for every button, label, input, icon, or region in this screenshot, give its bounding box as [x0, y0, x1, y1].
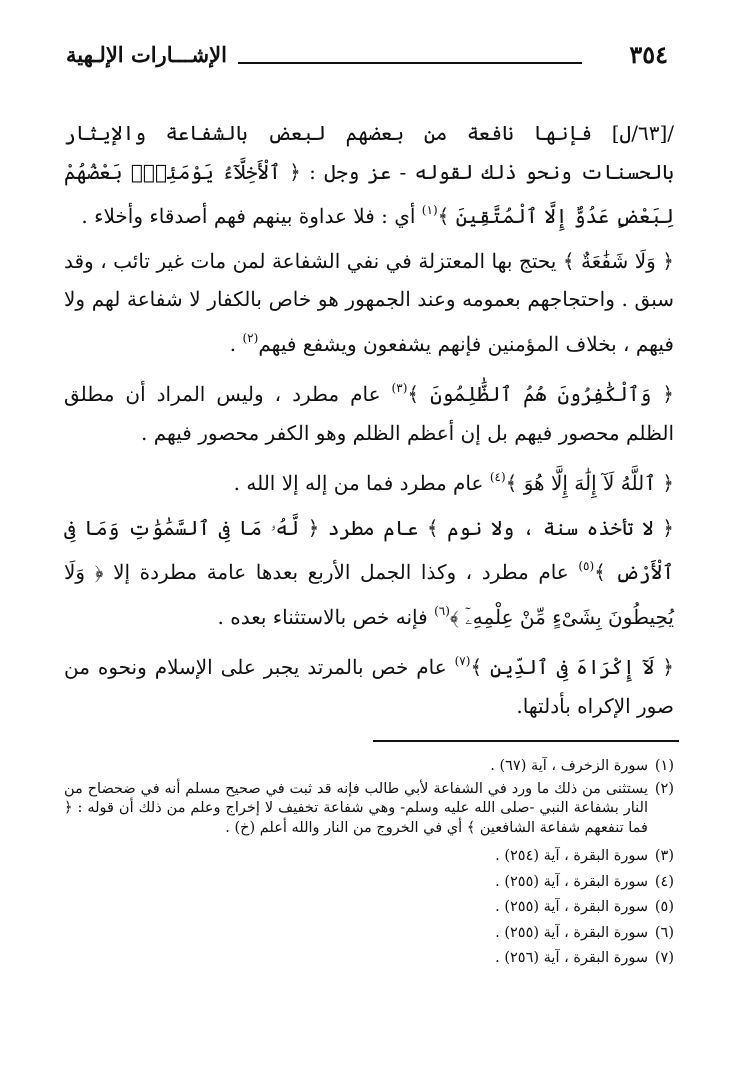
header-rule	[238, 62, 582, 64]
footnote-number: (٥)	[654, 899, 674, 915]
footnote-ref-4[interactable]: (٤)	[489, 470, 506, 484]
footnote-ref-3[interactable]: (٣)	[391, 381, 408, 395]
text-line: ويشفع فيهم	[258, 331, 357, 356]
footnote-5	[64, 895, 674, 921]
footnote-number: (٣)	[654, 848, 674, 864]
footnote-number: (٦)	[654, 924, 674, 941]
quran-quote: إِلَّا ٱلْمُتَّقِينَ ﴾	[437, 204, 568, 228]
quran-quote: ﴿ ٱللَّهُ لَآ إِلَٰهَ إِلَّا هُوَ ﴾	[505, 471, 674, 495]
footnote-number: (٧)	[654, 950, 674, 966]
footnote-ref-2[interactable]: (٢)	[242, 330, 259, 345]
text-line: ونحوه من صور الإكراه بأدلتها.	[64, 655, 674, 718]
footnote-7	[64, 946, 674, 972]
footnote-ref-6[interactable]: (٦)	[434, 603, 450, 618]
quran-quote: ﴿ لَآ إِكْرَاهَ فِى ٱلدِّينِ ﴾	[470, 655, 674, 679]
quran-quote: ٱلْأَرْضِ ﴾	[594, 560, 675, 584]
footnote-text: سورة البقرة ، آية (٢٥٥) .	[495, 899, 648, 915]
footnotes	[64, 754, 674, 972]
paragraph-5	[64, 509, 674, 637]
paragraph-6	[64, 642, 674, 725]
text-line: عام مطرد ، وكذا الجمل الأربع بعدها عامة مطردة إلا	[113, 560, 579, 584]
footnote-text: سورة البقرة ، آية (٢٥٥) .	[495, 873, 648, 890]
text-line: .	[229, 331, 243, 356]
text-line: /[٦٣/ل] فإنها نافعة من بعضهم لبعض بالشفاعة والإيثار بالحسنات	[64, 121, 674, 184]
footnote-1	[64, 754, 674, 780]
paragraph-4	[64, 458, 674, 503]
footnote-text: سورة البقرة ، آية (٢٥٥) .	[495, 924, 648, 941]
text-line: عام مطرد ، وليس المراد أن مطلق	[64, 382, 392, 406]
page-number: ٣٥٤	[629, 40, 668, 69]
text-line: تائب ، وقد سبق . واحتجاجهم بعمومه وعند الجمهور هو خاص	[64, 248, 674, 311]
footnote-3	[64, 844, 674, 870]
footnote-ref-1[interactable]: (١)	[421, 203, 438, 217]
text-line: عام مطرد فما من إله إلا الله .	[233, 471, 490, 495]
text-line: ﴿ لا تأخذه سنة ، ولا نوم ﴾ عام مطرد ﴿ لَّهُۥ مَا فِى ٱلسَّمَٰوَٰتِ وَمَا فِى	[64, 515, 674, 540]
paragraph-2	[64, 242, 674, 364]
footnote-number: (٤)	[654, 873, 674, 890]
quran-quote: ﴿ وَٱلْكَٰفِرُونَ هُمُ ٱلظَّٰلِمُونَ ﴾	[407, 382, 675, 406]
footnote-2	[64, 780, 674, 839]
main-text	[64, 114, 674, 725]
paragraph-3	[64, 369, 674, 452]
text-line: الظلم محصور فيهم بل إن أعظم الظلم وهو الكفر محصور فيهم .	[141, 420, 674, 445]
text-line: بالكفار لا شفاعة لهم ولا فيهم ، بخلاف المؤمنين فإنهم يشفعون	[64, 287, 674, 356]
footnote-number: (١)	[654, 758, 674, 774]
footnote-text: سورة البقرة ، آية (٢٥٦) .	[495, 950, 648, 966]
footnote-text: سورة الزخرف ، آية (٦٧) .	[490, 758, 648, 774]
text-line: ونحو ذلك لقوله - عز وجل : ﴿ ٱلْأَخِلَّآءُ يَوْمَئِذٍۭ بَعْضُهُمْ لِبَعْضٍ عَدُوٌّ	[64, 159, 674, 228]
text-line: فإنه خص بالاستثناء بعده .	[217, 604, 435, 629]
text-line: عام خص بالمرتد يجبر على الإسلام	[154, 655, 455, 679]
footnote-ref-5[interactable]: (٥)	[578, 559, 595, 573]
paragraph-1	[64, 114, 674, 236]
text-line: ﴿ وَلَا شَفَٰعَةٌ ﴾ يحتج بها المعتزلة في نفي الشفاعة لمن مات غير	[156, 248, 674, 273]
running-title: الإشـــارات الإلـهية	[66, 42, 227, 67]
footnote-6	[64, 921, 674, 947]
footnote-text: سورة البقرة ، آية (٢٥٤) .	[495, 848, 648, 864]
footnote-text: يستثنى من ذلك ما ورد في الشفاعة لأبي طالب فإنه قد ثبت في صحيح مسلم أنه في ضحضاح من النار بشفاعة النبي -صلى الله عليه وسلم- وهي شفاعة تخفيف لا إخراج وعلم من ذلك أن قوله : ﴿ فما تنفعهم شفاعة الشافعين ﴾ أي في الخروج من النار والله أعلم (خ) .	[64, 780, 648, 836]
quran-quote: ﴿ وَلَا يُحِيطُونَ بِشَىْءٍ مِّنْ عِلْمِهِۦٓ ﴾	[64, 560, 674, 629]
footnote-separator	[373, 740, 679, 742]
text-line: أي : فلا عداوة بينهم فهم أصدقاء وأخلاء .	[81, 204, 422, 228]
footnote-number: (٢)	[654, 780, 674, 797]
footnote-ref-7[interactable]: (٧)	[454, 654, 471, 668]
footnote-4	[64, 870, 674, 896]
